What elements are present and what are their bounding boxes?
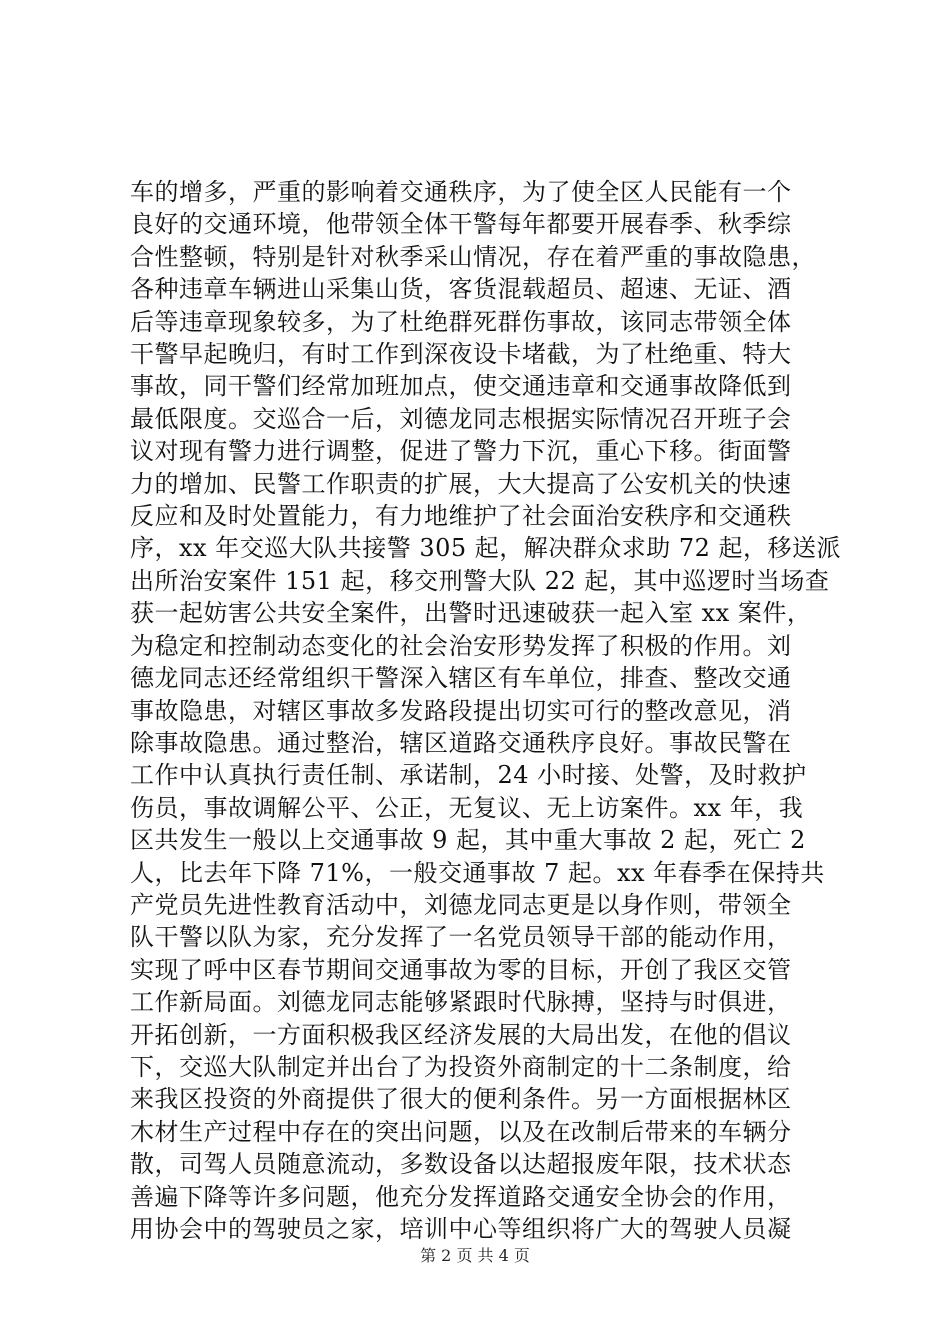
text-line: 下，交巡大队制定并出台了为投资外商制定的十二条制度，给 — [130, 1052, 792, 1081]
text-line: 除事故隐患。通过整治，辖区道路交通秩序良好。事故民警在 — [130, 728, 792, 757]
text-line: 后等违章现象较多，为了杜绝群死群伤事故，该同志带领全体 — [130, 307, 792, 336]
text-line: 为稳定和控制动态变化的社会治安形势发挥了积极的作用。刘 — [130, 631, 792, 660]
text-line: 出所治安案件 151 起，移交刑警大队 22 起，其中巡逻时当场查 — [130, 566, 830, 595]
text-line: 合性整顿，特别是针对秋季采山情况，存在着严重的事故隐患， — [130, 242, 816, 271]
text-line: 区共发生一般以上交通事故 9 起，其中重大事故 2 起，死亡 2 — [130, 826, 806, 855]
text-line: 产党员先进性教育活动中，刘德龙同志更是以身作则，带领全 — [130, 890, 792, 919]
text-line: 散，司驾人员随意流动，多数设备以达超报废年限，技术状态 — [130, 1150, 792, 1179]
text-line: 实现了呼中区春节期间交通事故为零的目标，开创了我区交管 — [130, 955, 792, 984]
text-line: 序，xx 年交巡大队共接警 305 起，解决群众求助 72 起，移送派 — [130, 534, 842, 563]
text-line: 善遍下降等许多问题，他充分发挥道路交通安全协会的作用， — [130, 1182, 792, 1211]
text-line: 来我区投资的外商提供了很大的便利条件。另一方面根据林区 — [130, 1085, 792, 1114]
text-line: 工作新局面。刘德龙同志能够紧跟时代脉搏，坚持与时俱进， — [130, 988, 792, 1017]
text-line: 良好的交通环境，他带领全体干警每年都要开展春季、秋季综 — [130, 210, 792, 239]
text-line: 反应和及时处置能力，有力地维护了社会面治安秩序和交通秩 — [130, 502, 792, 531]
text-line: 干警早起晚归，有时工作到深夜设卡堵截，为了杜绝重、特大 — [130, 340, 792, 369]
text-line: 伤员，事故调解公平、公正，无复议、无上访案件。xx 年，我 — [130, 793, 804, 822]
text-line: 议对现有警力进行调整，促进了警力下沉，重心下移。街面警 — [130, 437, 792, 466]
text-line: 开拓创新，一方面积极我区经济发展的大局出发，在他的倡议 — [130, 1020, 792, 1049]
body-text — [130, 176, 842, 1245]
text-line: 德龙同志还经常组织干警深入辖区有车单位，排查、整改交通 — [130, 664, 792, 693]
text-line: 获一起妨害公共安全案件，出警时迅速破获一起入室 xx 案件， — [130, 599, 812, 628]
text-line: 工作中认真执行责任制、承诺制，24 小时接、处警，及时救护 — [130, 761, 807, 790]
text-line: 木材生产过程中存在的突出问题，以及在改制后带来的车辆分 — [130, 1117, 792, 1146]
text-line: 车的增多，严重的影响着交通秩序，为了使全区人民能有一个 — [130, 178, 792, 206]
page-number-label: 第 2 页 共 4 页 — [420, 1246, 530, 1265]
text-line: 事故隐患，对辖区事故多发路段提出切实可行的整改意见，消 — [130, 696, 792, 725]
text-line: 最低限度。交巡合一后，刘德龙同志根据实际情况召开班子会 — [130, 404, 792, 433]
page-footer — [0, 1243, 950, 1266]
text-line: 人，比去年下降 71%，一般交通事故 7 起。xx 年春季在保持共 — [130, 858, 825, 887]
text-line: 队干警以队为家，充分发挥了一名党员领导干部的能动作用， — [130, 923, 792, 952]
text-line: 事故，同干警们经常加班加点，使交通违章和交通事故降低到 — [130, 372, 792, 401]
text-line: 力的增加、民警工作职责的扩展，大大提高了公安机关的快速 — [130, 469, 792, 498]
text-line: 用协会中的驾驶员之家，培训中心等组织将广大的驾驶人员凝 — [130, 1215, 792, 1243]
text-line: 各种违章车辆进山采集山货，客货混载超员、超速、无证、酒 — [130, 275, 792, 304]
